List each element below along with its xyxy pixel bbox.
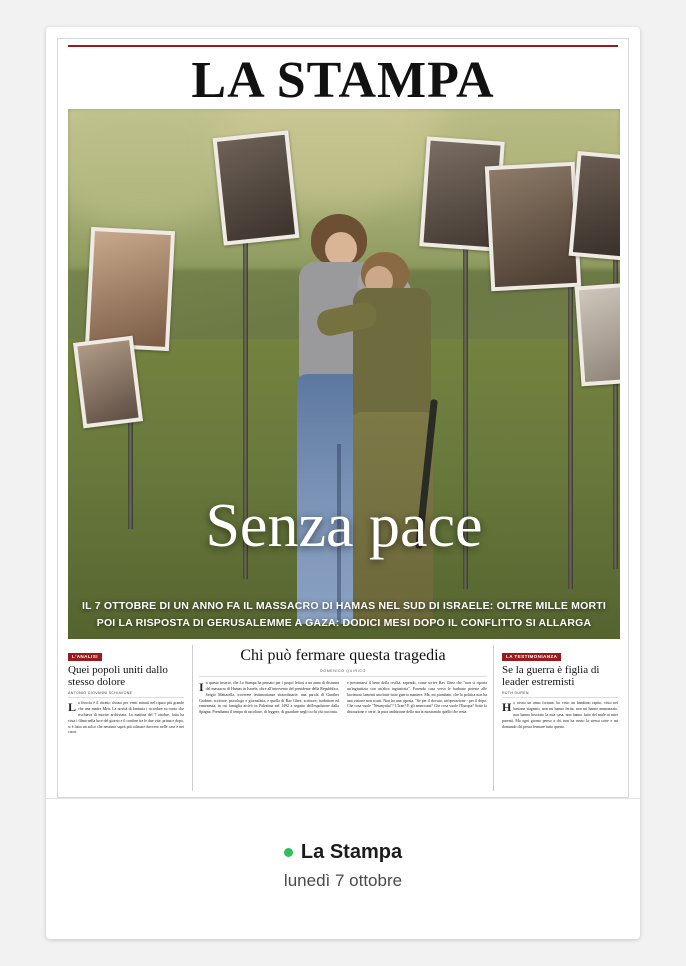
status-dot-icon (284, 848, 293, 857)
article-left-body: La ferocia è il ritratto chiuso per venti minuti nel riparo più grande che una madre Meir. La novità di fantasia i ricordare su conto che rischiava di morire archiviata. La mattina del 7 ottobre, fatta ha vista i filma nella luce del giorno e il confine tra le due vite, prima e dopo, si è fatto un solco che nessuno saprà più colmare davvero nelle case e nei cuori. (68, 700, 184, 735)
hanging-portrait-3 (485, 162, 581, 292)
article-right-byline: RUTH DUREN (502, 691, 618, 698)
hanging-portrait-7 (73, 336, 143, 429)
portrait-photo (489, 166, 577, 287)
article-right-title: Se la guerra è figlia di leader estremisti (502, 663, 600, 688)
cover-subheadline (68, 598, 620, 631)
woman-left-face (325, 232, 357, 266)
article-middle-body-col1: In questo inserto, che La Stampa ha pensato per i propri lettori a un anno di distanza dal massacro di Hamas in Israele, oltre all'intervento del presidente della Repubblica, Sergio Mattarella, troverete testimonianze straordinarie: una parola di Gunther Grabner, scrittore, psicologo e giornalista, e quella di Rav Ghez, scrittore, traduttore ed ermeneuta, in cui famiglia arrivò in Palestina nel 1492 a seguito dell'espulsione dalla Spagna. Prendiamo il tempo di ascoltare, di leggere, di guardare negli occhi chi racconta. (199, 680, 339, 715)
cover-subheadline-line1: IL 7 OTTOBRE DI UN ANNO FA IL MASSACRO DI HAMAS NEL SUD DI ISRAELE: OLTRE MILLE MORTI (82, 600, 606, 613)
portrait-photo (579, 286, 620, 382)
hanging-portrait-5 (575, 282, 620, 387)
cover-headline: Senza pace (205, 492, 483, 560)
article-right-kicker: LA TESTIMONIANZA (502, 653, 561, 661)
newspaper-card[interactable] (46, 27, 640, 939)
article-middle-body-col2: e presentarsi il bene della civiltà, sapendo, come scrive Rav Ghez che "non si riporta un'ingiustizia con un'altra ingiustizia". Facendo casa verso le barbarie poteste alle lacrimoso lamenti uno/tutti-tutto guerra maniere. Ma, mi piombato, che la politica non ha una visione non scarti. Non ha una riposta. "Se per il dovuto, un'operazione - per il dopo. Che cosa vuole "Netanyahu"? L'Iran? E gli americani? Che cosa vuole l'Europa? Sotto la distruzione e certe, la pura ambizione della storia mostrando quello che resta. (347, 681, 487, 715)
front-page-articles (68, 645, 618, 791)
masthead-title: LA STAMPA (191, 52, 495, 109)
article-left-kicker: L'ANALISI (68, 653, 102, 661)
card-caption (46, 798, 640, 939)
portrait-photo (77, 340, 138, 424)
cover-subheadline-line2: POI LA RISPOSTA DI GERUSALEMME A GAZA: DODICI MESI DOPO IL CONFLITTO SI ALLARGA (96, 616, 592, 629)
article-right (502, 645, 618, 791)
newspaper-image-wrap (46, 27, 640, 798)
newspaper-front-page (57, 38, 629, 798)
portrait-photo (89, 231, 171, 347)
hanging-portrait-6 (85, 227, 175, 351)
article-middle-title: Chi può fermare questa tragedia (240, 647, 446, 664)
article-middle-byline: DOMENICO QUIRICO (199, 669, 487, 677)
embracing-women-subject (273, 214, 438, 639)
article-middle-body (199, 681, 487, 716)
cover-photograph (68, 109, 620, 639)
caption-title-row (284, 841, 402, 864)
publication-date: lunedì 7 ottobre (283, 871, 403, 890)
article-left-title: Quei popoli uniti dallo stesso dolore (68, 663, 168, 688)
article-left-byline: ANTONIO GIOVANNI SCHIAVONE (68, 691, 184, 698)
portrait-photo (573, 155, 620, 257)
article-middle (192, 645, 494, 791)
top-red-rule (68, 45, 618, 47)
publication-name: La Stampa (300, 841, 403, 863)
hanging-portrait-4 (569, 151, 620, 262)
article-left (68, 645, 184, 791)
article-right-body: Ho avuto un anno fortuna: ho visto un bambino rapito, visto nel bastone stagnato, non mi hanno ferita, non mi hanno ammazzato, non hanno bruciato la mia casa, non hanno fatto del male ai miei parenti. Ma ogni giorno penso a chi non ha avuto la stessa sorte e mi domando chi possa fermare tutto questo. (502, 700, 618, 729)
